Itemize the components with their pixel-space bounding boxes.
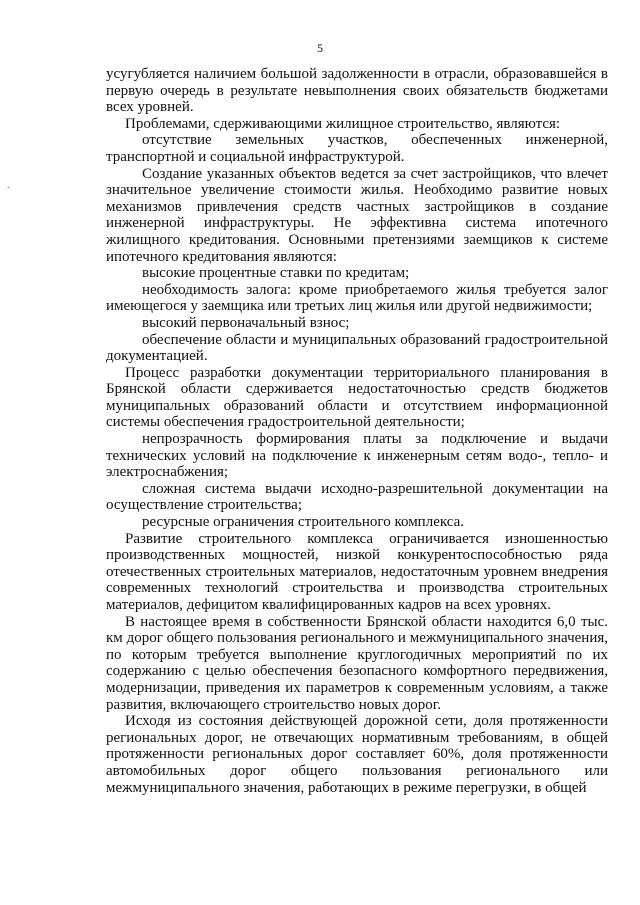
- list-item-land-plots: отсутствие земельных участков, обеспеченных инженерной, транспортной и социальной инфраструктурой.: [106, 132, 608, 165]
- list-item-down-payment: высокий первоначальный взнос;: [142, 314, 350, 331]
- list-item-resource-limits: ресурсные ограничения строительного комплекса.: [142, 514, 465, 531]
- paragraph-infrastructure-costs: Создание указанных объектов ведется за счет застройщиков, что влечет значительное увеличение стоимости жилья. Необходимо развитие новых механизмов привлечения средств частных застройщиков в создание инженерной инфраструктуры. Не эффективна система ипотечного жилищного кредитования. Основными претензиями заемщиков к системе ипотечного кредитования являются:: [106, 165, 608, 265]
- list-item-permit-system: сложная система выдачи исходно-разрешительной документации на осуществление строительства;: [106, 480, 608, 514]
- paragraph-territorial-planning: Процесс разработки документации территориального планирования в Брянской области сдерживается недостаточностью средств бюджетов муниципальных образований области и отсутствием информационной системы обеспечения градостроительной деятельности;: [106, 364, 608, 431]
- document-body: [106, 66, 608, 796]
- paragraph-regional-roads: В настоящее время в собственности Брянской области находится 6,0 тыс. км дорог общего пользования регионального и межмуниципального значения, по которым требуется выполнение круглогодичных мероприятий по их содержанию с целью обеспечения безопасного комфортного передвижения, модернизации, приведения их параметров к современным условиям, а также развития, включающего строительство новых дорог.: [106, 613, 608, 713]
- margin-mark: .: [7, 180, 10, 191]
- paragraph-road-network-state: Исходя из состояния действующей дорожной сети, доля протяженности региональных дорог, не отвечающих нормативным требованиям, в общей протяженности региональных дорог составляет 60%, доля протяженности автомобильных дорог общего пользования регионального или межмуниципального значения, работающих в режиме перегрузки, в общей: [106, 713, 608, 796]
- paragraph-housing-problems-intro: Проблемами, сдерживающими жилищное строительство, являются:: [125, 115, 561, 132]
- list-item-collateral: необходимость залога: кроме приобретаемого жилья требуется залог имеющегося у заемщика или третьих лиц жилья или другой недвижимости;: [106, 281, 608, 315]
- list-item-planning-documentation: обеспечение области и муниципальных образований градостроительной документацией.: [106, 331, 608, 365]
- list-item-high-rates: высокие процентные ставки по кредитам;: [142, 265, 410, 282]
- list-item-connection-fees: непрозрачность формирования платы за подключение и выдачи технических условий на подключение к инженерным сетям водо-, тепло- и электроснабжения;: [106, 431, 608, 481]
- page-number: 5: [317, 41, 323, 55]
- paragraph-debt-continuation: усугубляется наличием большой задолженности в отрасли, образовавшейся в первую очередь в результате невыполнения своих обязательств бюджетами всех уровней.: [106, 66, 608, 116]
- paragraph-construction-complex: Развитие строительного комплекса ограничивается изношенностью производственных мощностей, низкой конкурентоспособностью ряда отечественных строительных материалов, недостаточным уровнем внедрения современных технологий строительства и производства строительных материалов, дефицитом квалифицированных кадров на всех уровнях.: [106, 530, 608, 613]
